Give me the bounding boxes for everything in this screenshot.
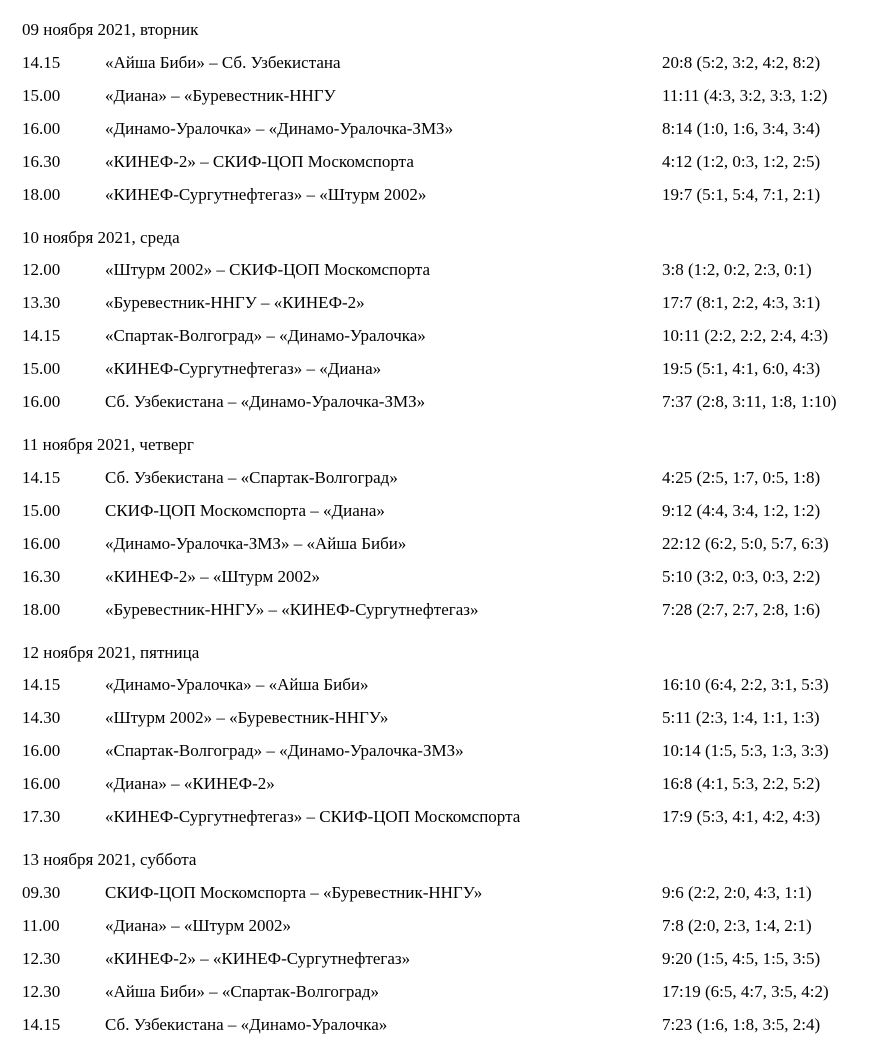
match-time: 14.15 <box>22 52 61 72</box>
match-teams: Сб. Узбекистана – «Динамо-Уралочка» <box>105 1014 388 1034</box>
match-score: 7:8 (2:0, 2:3, 1:4, 2:1) <box>662 915 812 935</box>
match-teams: «Динамо-Уралочка» – «Айша Биби» <box>105 675 369 694</box>
match-row <box>0 565 894 589</box>
match-row <box>0 258 894 282</box>
match-time: 14.15 <box>22 675 61 694</box>
match-score: 17:7 (8:1, 2:2, 4:3, 3:1) <box>662 293 821 312</box>
match-row <box>0 324 894 348</box>
match-row <box>0 598 894 622</box>
match-teams: Сб. Узбекистана – «Спартак-Волгоград» <box>105 467 398 487</box>
match-teams: СКИФ-ЦОП Москомспорта – «Буревестник-ННГУ» <box>105 882 483 902</box>
match-row <box>0 291 894 315</box>
match-row <box>0 980 894 1004</box>
match-teams: «Айша Биби» – Сб. Узбекистана <box>105 52 341 72</box>
match-row <box>0 739 894 763</box>
day-header: 10 ноября 2021, среда <box>22 227 180 247</box>
match-teams: «Динамо-Уралочка-ЗМЗ» – «Айша Биби» <box>105 533 407 553</box>
match-score: 4:12 (1:2, 0:3, 1:2, 2:5) <box>662 151 821 171</box>
match-time: 14.30 <box>22 708 61 727</box>
match-score: 7:23 (1:6, 1:8, 3:5, 2:4) <box>662 1014 821 1034</box>
match-teams: «Штурм 2002» – «Буревестник-ННГУ» <box>105 708 389 727</box>
day-header: 11 ноября 2021, четверг <box>22 435 194 454</box>
match-teams: «Диана» – «Буревестник-ННГУ <box>105 85 336 105</box>
match-teams: СКИФ-ЦОП Москомспорта – «Диана» <box>105 500 385 520</box>
match-score: 4:25 (2:5, 1:7, 0:5, 1:8) <box>662 467 821 487</box>
match-score: 20:8 (5:2, 3:2, 4:2, 8:2) <box>662 52 821 72</box>
match-teams: «Айша Биби» – «Спартак-Волгоград» <box>105 981 380 1001</box>
match-teams: «Штурм 2002» – СКИФ-ЦОП Москомспорта <box>105 260 431 279</box>
match-score: 5:11 (2:3, 1:4, 1:1, 1:3) <box>662 708 820 727</box>
match-time: 16.00 <box>22 118 61 138</box>
match-row <box>0 673 894 697</box>
match-teams: «Диана» – «Штурм 2002» <box>105 915 291 935</box>
match-row <box>0 51 894 75</box>
match-teams: «КИНЕФ-2» – СКИФ-ЦОП Москомспорта <box>105 151 414 171</box>
match-teams: «Буревестник-ННГУ – «КИНЕФ-2» <box>105 293 365 312</box>
match-teams: Сб. Узбекистана – «Динамо-Уралочка-ЗМЗ» <box>105 392 426 411</box>
match-teams: «КИНЕФ-2» – «КИНЕФ-Сургутнефтегаз» <box>105 948 411 968</box>
match-row <box>0 1013 894 1037</box>
match-time: 18.00 <box>22 599 61 619</box>
match-row <box>0 772 894 796</box>
match-row <box>0 914 894 938</box>
match-score: 3:8 (1:2, 0:2, 2:3, 0:1) <box>662 260 812 279</box>
match-row <box>0 357 894 381</box>
match-time: 16.00 <box>22 741 61 760</box>
match-time: 12.30 <box>22 948 61 968</box>
match-time: 12.00 <box>22 260 61 279</box>
match-teams: «КИНЕФ-Сургутнефтегаз» – «Штурм 2002» <box>105 184 427 204</box>
match-score: 10:14 (1:5, 5:3, 1:3, 3:3) <box>662 741 829 760</box>
match-time: 11.00 <box>22 915 60 935</box>
match-score: 9:12 (4:4, 3:4, 1:2, 1:2) <box>662 500 821 520</box>
match-time: 18.00 <box>22 184 61 204</box>
match-score: 19:7 (5:1, 5:4, 7:1, 2:1) <box>662 184 821 204</box>
match-score: 7:37 (2:8, 3:11, 1:8, 1:10) <box>662 392 837 411</box>
match-score: 17:19 (6:5, 4:7, 3:5, 4:2) <box>662 981 829 1001</box>
match-time: 16.00 <box>22 774 61 793</box>
match-row <box>0 499 894 523</box>
match-row <box>0 183 894 207</box>
match-time: 16.30 <box>22 566 61 586</box>
match-row <box>0 390 894 414</box>
match-time: 17.30 <box>22 807 61 826</box>
match-row <box>0 947 894 971</box>
match-row <box>0 881 894 905</box>
match-teams: «Спартак-Волгоград» – «Динамо-Уралочка» <box>105 326 426 345</box>
match-teams: «Буревестник-ННГУ» – «КИНЕФ-Сургутнефтегаз» <box>105 599 479 619</box>
match-time: 16.00 <box>22 392 61 411</box>
day-header: 13 ноября 2021, суббота <box>22 850 197 869</box>
match-time: 14.15 <box>22 326 61 345</box>
match-time: 16.30 <box>22 151 61 171</box>
match-score: 8:14 (1:0, 1:6, 3:4, 3:4) <box>662 118 821 138</box>
match-teams: «КИНЕФ-Сургутнефтегаз» – «Диана» <box>105 359 382 378</box>
match-teams: «Динамо-Уралочка» – «Динамо-Уралочка-ЗМЗ» <box>105 118 454 138</box>
match-score: 11:11 (4:3, 3:2, 3:3, 1:2) <box>662 85 828 105</box>
match-score: 5:10 (3:2, 0:3, 0:3, 2:2) <box>662 566 821 586</box>
match-score: 9:6 (2:2, 2:0, 4:3, 1:1) <box>662 882 812 902</box>
match-score: 7:28 (2:7, 2:7, 2:8, 1:6) <box>662 599 821 619</box>
match-teams: «КИНЕФ-2» – «Штурм 2002» <box>105 566 320 586</box>
match-time: 16.00 <box>22 533 61 553</box>
match-time: 15.00 <box>22 500 61 520</box>
match-row <box>0 532 894 556</box>
match-score: 22:12 (6:2, 5:0, 5:7, 6:3) <box>662 533 829 553</box>
day-header: 09 ноября 2021, вторник <box>22 20 199 39</box>
match-time: 15.00 <box>22 359 61 378</box>
match-row <box>0 150 894 174</box>
match-time: 13.30 <box>22 293 61 312</box>
match-score: 17:9 (5:3, 4:1, 4:2, 4:3) <box>662 807 821 826</box>
match-teams: «КИНЕФ-Сургутнефтегаз» – СКИФ-ЦОП Москомспорта <box>105 807 521 826</box>
match-teams: «Диана» – «КИНЕФ-2» <box>105 774 275 793</box>
match-row <box>0 805 894 829</box>
match-score: 16:10 (6:4, 2:2, 3:1, 5:3) <box>662 675 829 694</box>
match-score: 9:20 (1:5, 4:5, 1:5, 3:5) <box>662 948 821 968</box>
match-row <box>0 84 894 108</box>
match-score: 19:5 (5:1, 4:1, 6:0, 4:3) <box>662 359 821 378</box>
match-time: 12.30 <box>22 981 61 1001</box>
match-time: 14.15 <box>22 1014 61 1034</box>
match-time: 09.30 <box>22 882 61 902</box>
day-header: 12 ноября 2021, пятница <box>22 642 200 662</box>
match-teams: «Спартак-Волгоград» – «Динамо-Уралочка-ЗМЗ» <box>105 741 464 760</box>
match-row <box>0 466 894 490</box>
match-time: 15.00 <box>22 85 61 105</box>
match-score: 10:11 (2:2, 2:2, 2:4, 4:3) <box>662 326 829 345</box>
match-score: 16:8 (4:1, 5:3, 2:2, 5:2) <box>662 774 821 793</box>
match-row <box>0 706 894 730</box>
match-time: 14.15 <box>22 467 61 487</box>
match-row <box>0 117 894 141</box>
